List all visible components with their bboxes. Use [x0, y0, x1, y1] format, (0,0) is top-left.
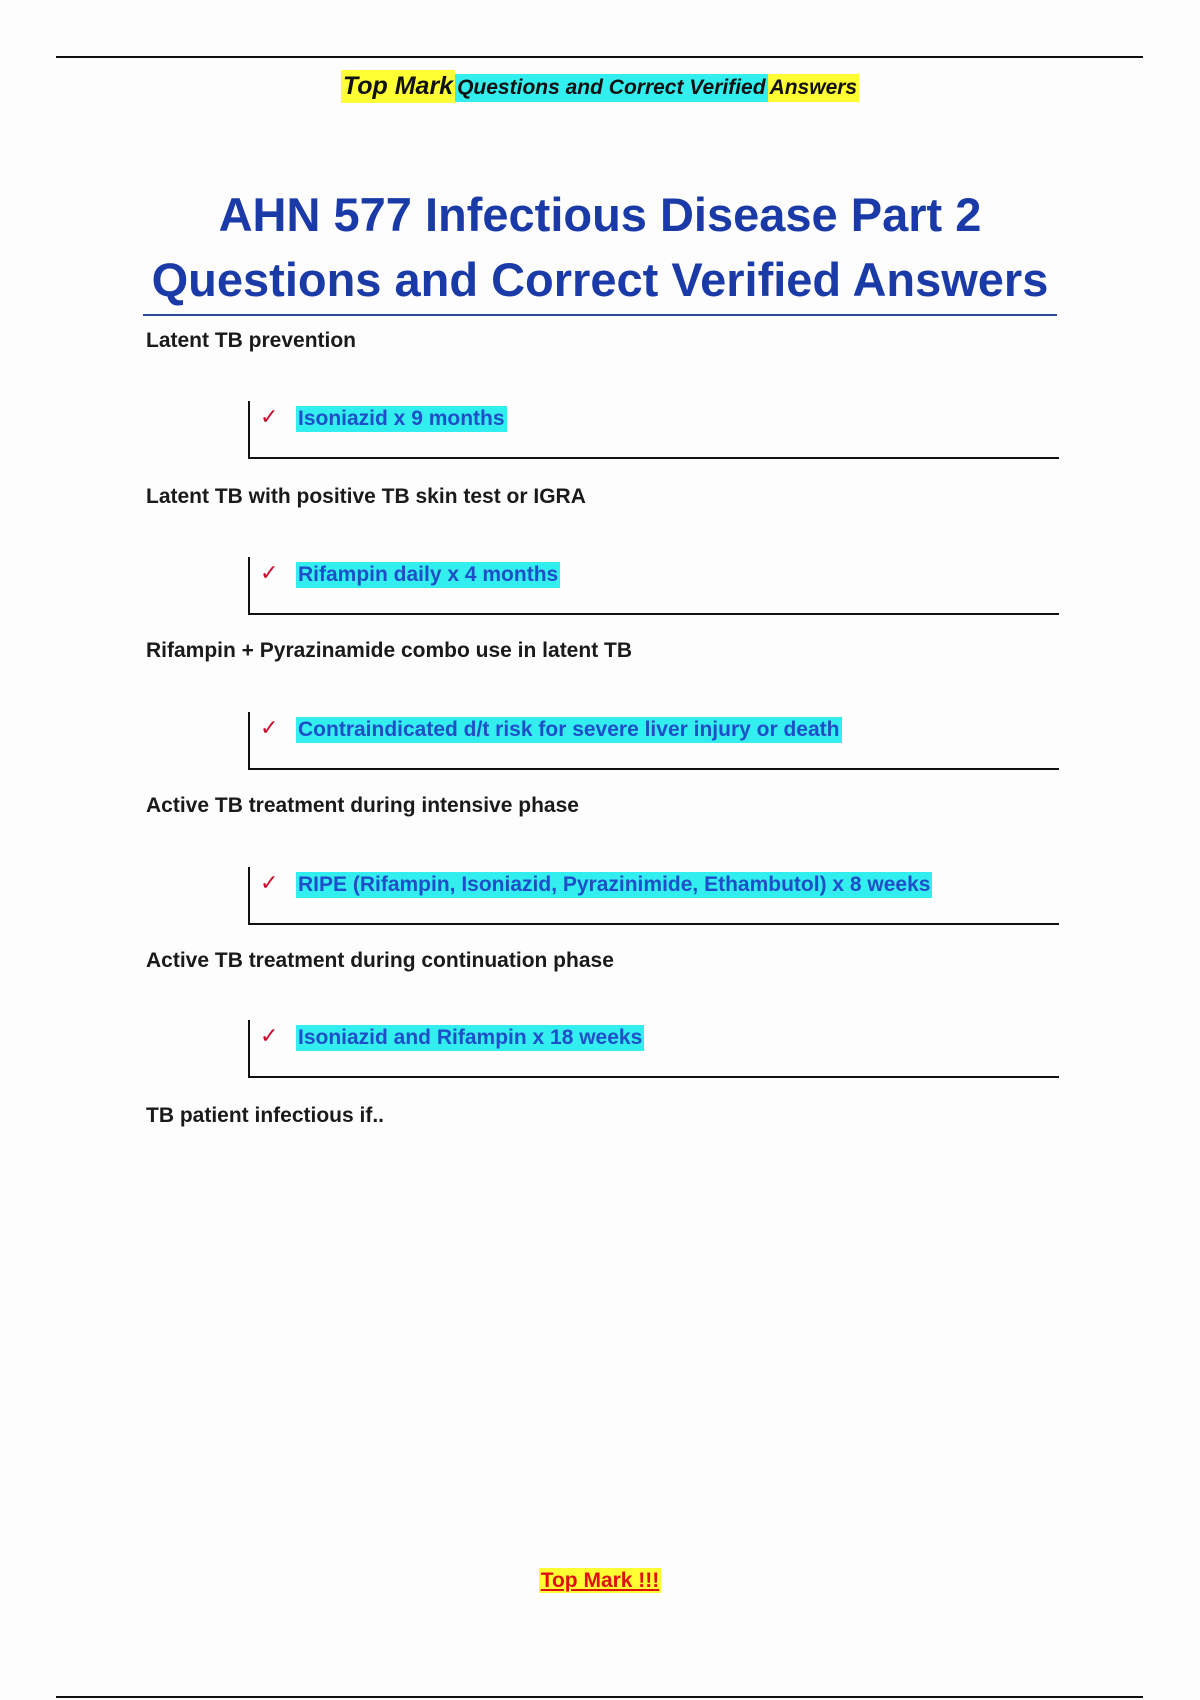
footer-mark-text: Top Mark !!! [540, 1569, 660, 1592]
check-icon: ✓ [260, 871, 279, 896]
bottom-rule [56, 1696, 1143, 1698]
check-icon: ✓ [260, 561, 279, 586]
answer-1-text: Isoniazid x 9 months [298, 407, 505, 430]
header-tagline-end: Answers [768, 74, 860, 102]
page-title-line-2: Questions and Correct Verified Answers [151, 253, 1049, 306]
answer-4 [248, 867, 1059, 925]
answer-3-text: Contraindicated d/t risk for severe liver injury or death [298, 718, 840, 741]
answer-3 [248, 712, 1059, 770]
page-title-line-1: AHN 577 Infectious Disease Part 2 [218, 188, 982, 241]
check-icon: ✓ [260, 716, 279, 741]
answer-1 [248, 401, 1059, 459]
answer-2 [248, 557, 1059, 615]
header-tagline: Questions and Correct Verified [455, 74, 767, 102]
check-icon: ✓ [260, 405, 279, 430]
answer-5-text: Isoniazid and Rifampin x 18 weeks [298, 1026, 643, 1049]
footer-mark [0, 1569, 1200, 1593]
answer-5 [248, 1020, 1059, 1078]
question-6: TB patient infectious if.. [146, 1104, 385, 1127]
question-1: Latent TB prevention [146, 329, 357, 352]
question-4: Active TB treatment during intensive phase [146, 794, 579, 817]
answer-2-text: Rifampin daily x 4 months [298, 563, 559, 586]
answer-4-text: RIPE (Rifampin, Isoniazid, Pyrazinimide, Ethambutol) x 8 weeks [298, 873, 931, 896]
question-3: Rifampin + Pyrazinamide combo use in latent TB [146, 639, 633, 662]
question-2: Latent TB with positive TB skin test or IGRA [146, 485, 586, 508]
question-5: Active TB treatment during continuation phase [146, 949, 614, 972]
header-brand: Top Mark [341, 70, 455, 103]
check-icon: ✓ [260, 1024, 279, 1049]
